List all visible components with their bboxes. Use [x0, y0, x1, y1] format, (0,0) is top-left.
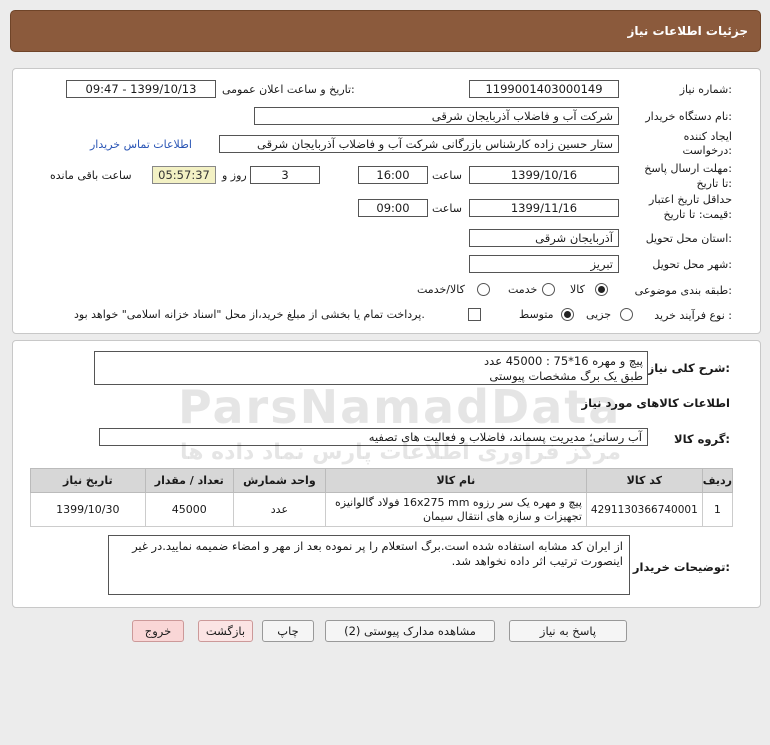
deadline-time-label: ساعت	[432, 169, 462, 182]
validity-time-label: ساعت	[432, 202, 462, 215]
province-label: استان محل تحویل:	[645, 232, 732, 245]
process-label: نوع فرآیند خرید :	[654, 309, 732, 322]
cell-row: 1	[702, 493, 732, 527]
table-row	[31, 493, 733, 527]
days-label: روز و	[222, 169, 247, 182]
summary-label: شرح کلی نیاز:	[647, 361, 730, 375]
summary-line-1: پیچ و مهره 16*75 : 45000 عدد	[484, 354, 643, 368]
col-unit: واحد شمارش	[233, 469, 325, 493]
page-header	[10, 10, 761, 52]
goods-table	[30, 468, 733, 527]
buyer-notes-box	[108, 535, 630, 595]
remaining-label: ساعت باقی مانده	[50, 169, 132, 182]
announce-label: تاریخ و ساعت اعلان عمومی:	[222, 83, 355, 96]
process-medium-label: متوسط	[519, 308, 554, 321]
cell-date: 1399/10/30	[31, 493, 146, 527]
summary-box	[94, 351, 648, 385]
province-field: آذربایجان شرقی	[469, 229, 619, 247]
contact-info-link[interactable]: اطلاعات تماس خریدار	[90, 138, 192, 151]
deadline-date-field: 1399/10/16	[469, 166, 619, 184]
deadline-label-1: مهلت ارسال پاسخ:	[644, 162, 732, 175]
validity-date-field: 1399/11/16	[469, 199, 619, 217]
category-label: طبقه بندی موضوعی:	[634, 284, 732, 297]
validity-label-1: حداقل تاریخ اعتبار	[648, 193, 732, 206]
buyer-notes-label: توضیحات خریدار:	[632, 560, 730, 574]
summary-line-2: طبق یک برگ مشخصات پیوستی	[489, 369, 643, 383]
category-goods-service-label: کالا/خدمت	[417, 283, 465, 296]
col-code: کد کالا	[586, 469, 702, 493]
deadline-time-field: 16:00	[358, 166, 428, 184]
group-field: آب رسانی؛ مدیریت پسماند، فاضلاب و فعالیت های تصفیه	[99, 428, 648, 446]
need-number-label: شماره نیاز:	[679, 83, 732, 96]
group-label: گروه کالا:	[674, 432, 730, 446]
city-field: تبریز	[469, 255, 619, 273]
col-qty: تعداد / مقدار	[145, 469, 233, 493]
category-service-radio[interactable]	[542, 283, 555, 296]
cell-name: پیچ و مهره یک سر رزوه 16x275 mm فولاد گالوانیزه تجهیزات و سازه های انتقال سیمان	[325, 493, 586, 527]
cell-qty: 45000	[145, 493, 233, 527]
goods-info-title: اطلاعات کالاهای مورد نیاز	[581, 396, 730, 410]
buyer-notes-text: از ایران کد مشابه استفاده شده است.برگ استعلام را پر نموده بعد از مهر و امضاء ضمیمه نمایید.در غیر اینصورت ترتیب اثر داده نخواهد شد.	[132, 539, 623, 568]
validity-label-2: قیمت: تا تاریخ:	[663, 208, 732, 221]
city-label: شهر محل تحویل:	[652, 258, 732, 271]
category-goods-label: کالا	[570, 283, 585, 296]
cell-code: 4291130366740001	[586, 493, 702, 527]
category-goods-service-radio[interactable]	[477, 283, 490, 296]
validity-time-field: 09:00	[358, 199, 428, 217]
process-medium-radio[interactable]	[561, 308, 574, 321]
days-field: 3	[250, 166, 320, 184]
goods-table-header	[31, 469, 733, 493]
creator-field: ستار حسین زاده کارشناس بازرگانی شرکت آب و فاضلاب آذربایجان شرقی	[219, 135, 619, 153]
back-button[interactable]: بازگشت	[198, 620, 253, 642]
process-partial-label: جزیی	[586, 308, 612, 321]
exit-button[interactable]: خروج	[132, 620, 184, 642]
reply-button[interactable]: پاسخ به نیاز	[509, 620, 627, 642]
print-button[interactable]: چاپ	[262, 620, 314, 642]
deadline-label-2: تا تاریخ:	[696, 177, 732, 190]
view-documents-button[interactable]: مشاهده مدارک پیوستی (2)	[325, 620, 495, 642]
col-name: نام کالا	[325, 469, 586, 493]
cell-unit: عدد	[233, 493, 325, 527]
creator-label-2: درخواست:	[682, 144, 732, 157]
category-service-label: خدمت	[508, 283, 538, 296]
col-row: ردیف	[702, 469, 732, 493]
treasury-checkbox[interactable]	[468, 308, 481, 321]
need-number-field: 1199001403000149	[469, 80, 619, 98]
creator-label-1: ایجاد کننده	[683, 130, 732, 143]
page-title: جزئیات اطلاعات نیاز	[627, 24, 748, 38]
buyer-org-field: شرکت آب و فاضلاب آذربایجان شرقی	[254, 107, 619, 125]
process-partial-radio[interactable]	[620, 308, 633, 321]
announce-field: 1399/10/13 - 09:47	[66, 80, 216, 98]
col-date: تاریخ نیاز	[31, 469, 146, 493]
buyer-org-label: نام دستگاه خریدار:	[645, 110, 732, 123]
category-goods-radio[interactable]	[595, 283, 608, 296]
remaining-time-field: 05:57:37	[152, 166, 216, 184]
payment-note: پرداخت تمام یا بخشی از مبلغ خرید،از محل "اسناد خزانه اسلامی" خواهد بود.	[74, 308, 425, 321]
